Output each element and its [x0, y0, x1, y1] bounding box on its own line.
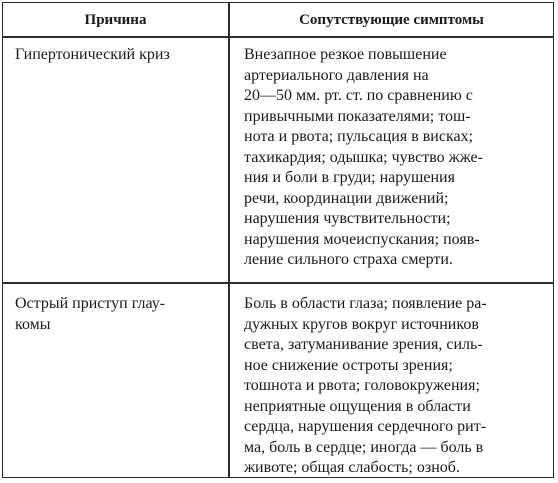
text-line: тошнота и рвота; головокружения;: [244, 377, 480, 394]
text-line: 20—50 мм. рт. ст. по сравнению с: [244, 87, 473, 104]
text-line: ное снижение остроты зрения;: [244, 356, 453, 374]
text-line: Боль в области глаза; появление ра-: [244, 295, 487, 312]
text-line: дужных кругов вокруг источников: [244, 315, 479, 333]
text-line: Гипертонический криз: [15, 46, 170, 63]
row-2-cause: [15, 294, 165, 335]
symptoms-table: [2, 2, 554, 478]
text-line: животе; общая слабость; озноб.: [244, 459, 460, 476]
header-symptoms: Сопутствующие симптомы: [299, 12, 484, 28]
text-line: Острый приступ глау-: [15, 295, 166, 312]
text-line: артериального давления на: [244, 66, 429, 84]
text-line: речи, координации движений;: [244, 189, 449, 207]
text-line: комы: [15, 315, 51, 333]
text-line: сердца, нарушения сердечного рит-: [244, 418, 487, 435]
header-divider: [3, 36, 553, 38]
row-1-symptoms: [244, 45, 483, 271]
text-line: неприятные ощущения в области: [244, 397, 471, 415]
text-line: привычными показателями; тош-: [244, 107, 471, 125]
text-line: нарушения чувствительности;: [244, 210, 451, 227]
text-line: ния и боли в груди; нарушения: [244, 169, 455, 186]
text-line: нота и рвота; пульсация в висках;: [244, 128, 474, 145]
text-line: света, затуманивание зрения, силь-: [244, 336, 483, 353]
text-line: ление сильного страха смерти.: [244, 251, 453, 268]
header-cause: Причина: [84, 12, 147, 28]
text-line: нарушения мочеиспускания; появ-: [244, 230, 480, 248]
row-divider: [3, 282, 553, 284]
row-2-symptoms: [244, 294, 487, 479]
text-line: Внезапное резкое повышение: [244, 46, 447, 63]
text-line: тахикардия; одышка; чувство жже-: [244, 148, 483, 166]
column-divider: [228, 3, 230, 477]
row-1-cause: [15, 45, 170, 66]
text-line: ма, боль в сердце; иногда — боль в: [244, 438, 484, 456]
